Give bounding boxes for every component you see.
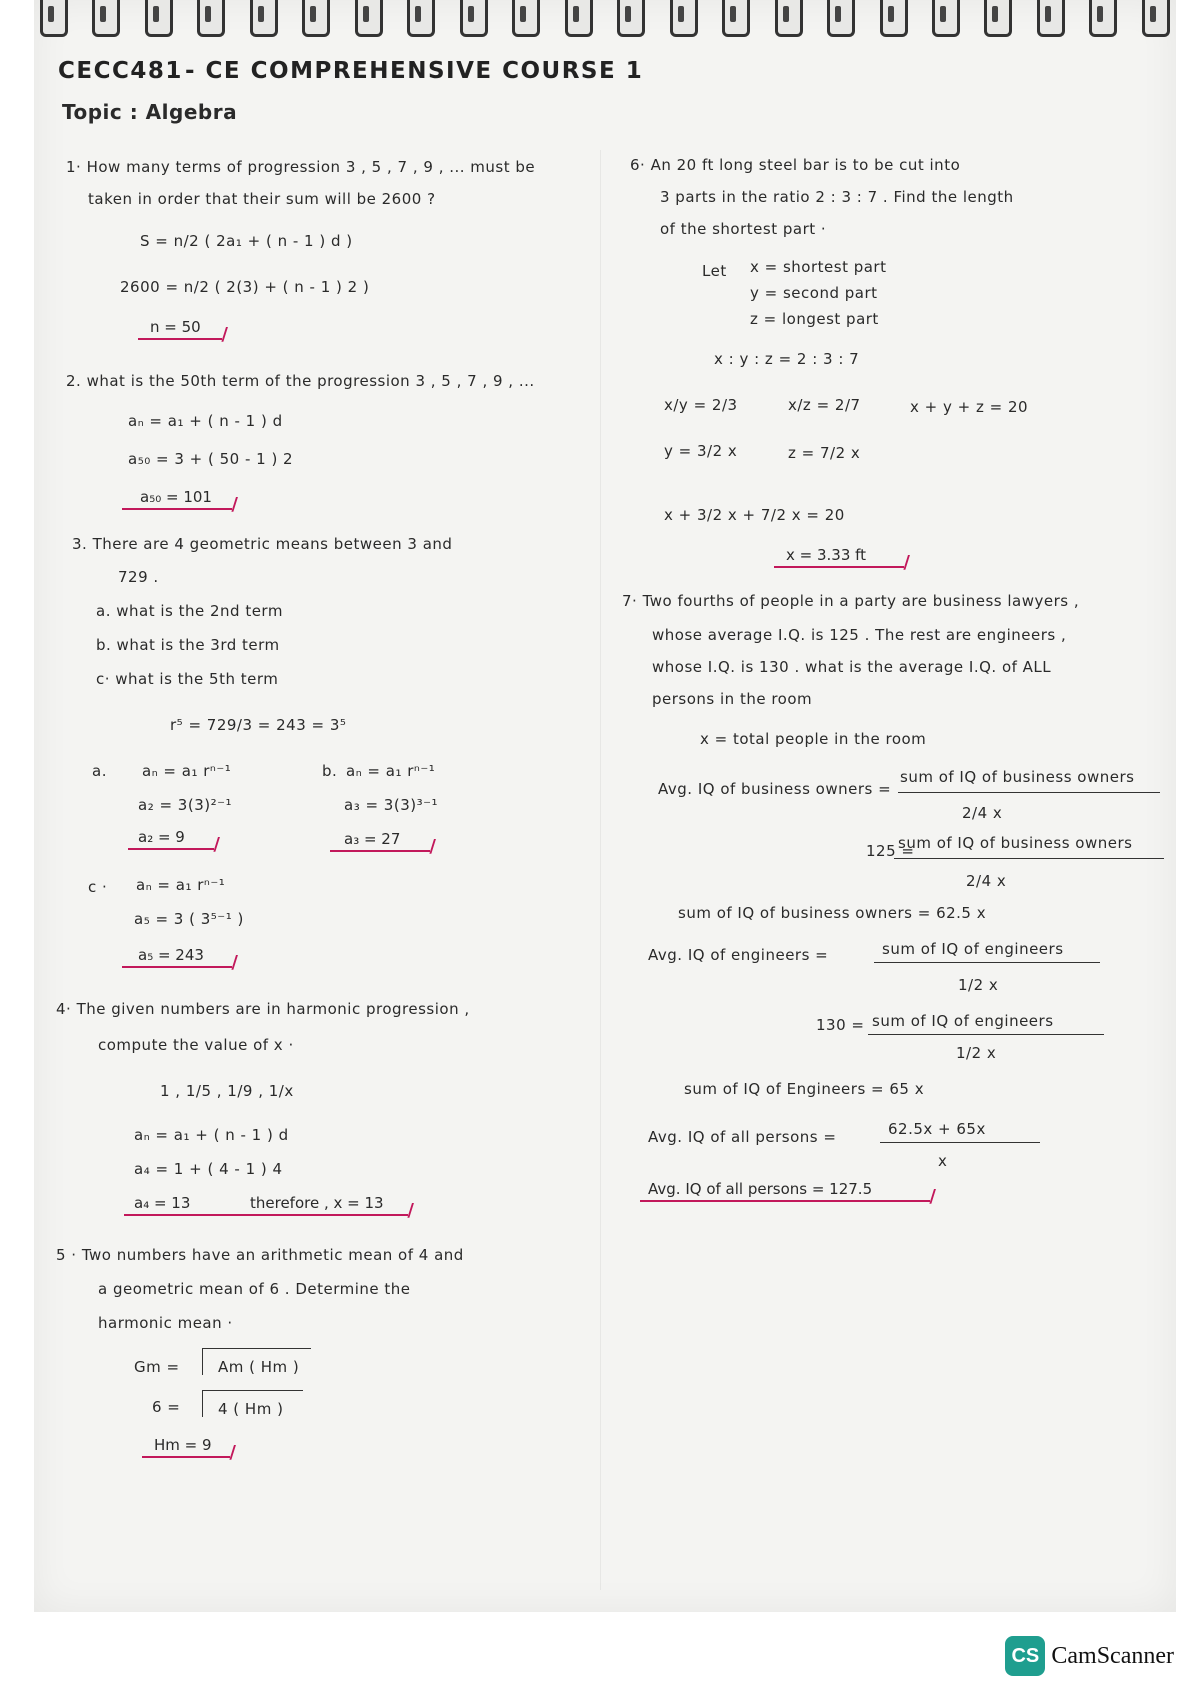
q3-a-underline [128,848,214,850]
q3-ratio: r⁵ = 729/3 = 243 = 3⁵ [170,716,347,734]
q3-c-underline [122,966,232,968]
q1-formula2: 2600 = n/2 ( 2(3) + ( n - 1 ) 2 ) [120,278,370,296]
q7-e7-lhs: Avg. IQ of all persons = [648,1128,837,1146]
spiral-binding [40,0,1170,40]
q3-b-formula2: a₃ = 3(3)³⁻¹ [344,796,439,814]
q7-e1-denominator: 2/4 x [962,804,1003,822]
spiral-ring [1037,0,1065,37]
q4-line1: 4· The given numbers are in harmonic progression , [56,1000,470,1018]
spiral-ring [722,0,750,37]
q4-line2: compute the value of x · [98,1036,294,1054]
spiral-ring [565,0,593,37]
q1-formula1: S = n/2 ( 2a₁ + ( n - 1 ) d ) [140,232,353,250]
q2-answer: a₅₀ = 101 [140,488,212,506]
q4-formula2: a₄ = 1 + ( 4 - 1 ) 4 [134,1160,283,1178]
q3-line2: 729 . [118,568,159,586]
q3-a-formula2: a₂ = 3(3)²⁻¹ [138,796,233,814]
q6-r3: x + y + z = 20 [910,398,1029,416]
q3-part-b: b. what is the 3rd term [96,636,280,654]
spiral-ring [617,0,645,37]
q7-line2: whose average I.Q. is 125 . The rest are engineers , [652,626,1067,644]
q6-let3: z = longest part [750,310,879,328]
column-divider [600,150,601,1590]
q7-e7-fraction-bar [880,1142,1040,1143]
spiral-ring [984,0,1012,37]
q7-e4-numerator: sum of IQ of engineers [882,940,1064,958]
q3-b-underline [330,850,430,852]
q7-e5-fraction-bar [868,1034,1104,1035]
q6-let1: x = shortest part [750,258,887,276]
q1-answer-underline [138,338,222,340]
q2-answer-underline [122,508,232,510]
spiral-ring [355,0,383,37]
spiral-ring [92,0,120,37]
q4-underline [124,1214,408,1216]
q7-line4: persons in the room [652,690,813,708]
q3-b-label: b. [322,762,338,780]
spiral-ring [670,0,698,37]
q3-c-label: c · [88,878,108,896]
q7-definition: x = total people in the room [700,730,927,748]
spiral-ring [827,0,855,37]
spiral-ring [1089,0,1117,37]
q6-underline [774,566,904,568]
q1-answer: n = 50 [150,318,201,336]
q6-r5: z = 7/2 x [788,444,861,462]
q7-e1-fraction-bar [898,792,1160,793]
q6-line2: 3 parts in the ratio 2 : 3 : 7 . Find the length [660,188,1014,206]
q7-e6: sum of IQ of Engineers = 65 x [684,1080,925,1098]
q4-answer: a₄ = 13 [134,1194,191,1212]
spiral-ring [145,0,173,37]
spiral-ring [512,0,540,37]
q7-answer: Avg. IQ of all persons = 127.5 [648,1180,873,1198]
q7-e1-numerator: sum of IQ of business owners [900,768,1135,786]
q2-formula1: aₙ = a₁ + ( n - 1 ) d [128,412,283,430]
q7-e7-denominator: x [938,1152,948,1170]
q7-e4-lhs: Avg. IQ of engineers = [648,946,829,964]
q4-sequence: 1 , 1/5 , 1/9 , 1/x [160,1082,294,1100]
course-title: - CE COMPREHENSIVE COURSE 1 [185,58,644,84]
q6-r2: x/z = 2/7 [788,396,861,414]
q7-e4-denominator: 1/2 x [958,976,999,994]
q7-line3: whose I.Q. is 130 . what is the average I.Q. of ALL [652,658,1052,676]
q6-let2: y = second part [750,284,878,302]
q7-e2-denominator: 2/4 x [966,872,1007,890]
q5-line1: 5 · Two numbers have an arithmetic mean of 4 and [56,1246,464,1264]
q5-formula1-radicand: Am ( Hm ) [218,1358,300,1376]
q3-line1: 3. There are 4 geometric means between 3 and [72,535,453,553]
q2-formula2: a₅₀ = 3 + ( 50 - 1 ) 2 [128,450,294,468]
q6-sum: x + 3/2 x + 7/2 x = 20 [664,506,845,524]
camscanner-logo-icon: CS [1005,1636,1045,1676]
q7-line1: 7· Two fourths of people in a party are business lawyers , [622,592,1080,610]
q6-let: Let [702,262,727,280]
q4-formula1: aₙ = a₁ + ( n - 1 ) d [134,1126,289,1144]
q7-e2-numerator: sum of IQ of business owners [898,834,1133,852]
q5-formula2-radicand: 4 ( Hm ) [218,1400,284,1418]
camscanner-watermark [1005,1636,1174,1676]
spiral-ring [775,0,803,37]
q4-therefore: therefore , x = 13 [250,1194,384,1212]
q3-part-a: a. what is the 2nd term [96,602,283,620]
q6-ratio: x : y : z = 2 : 3 : 7 [714,350,860,368]
q7-e5-denominator: 1/2 x [956,1044,997,1062]
q3-a-formula1: aₙ = a₁ rⁿ⁻¹ [142,762,232,780]
spiral-ring [1142,0,1170,37]
q2-line1: 2. what is the 50th term of the progression 3 , 5 , 7 , 9 , ... [66,372,535,390]
spiral-ring [932,0,960,37]
q7-e2-lhs: 125 = [866,842,915,860]
q5-formula2-lhs: 6 = [152,1398,181,1416]
q6-line1: 6· An 20 ft long steel bar is to be cut into [630,156,961,174]
camscanner-brand: CamScanner [1051,1642,1174,1669]
q5-formula1-lhs: Gm = [134,1358,180,1376]
q3-c-formula1: aₙ = a₁ rⁿ⁻¹ [136,876,226,894]
q6-line3: of the shortest part · [660,220,827,238]
q5-line3: harmonic mean · [98,1314,233,1332]
q5-underline [142,1456,230,1458]
q3-c-answer: a₅ = 243 [138,946,204,964]
q5-line2: a geometric mean of 6 . Determine the [98,1280,411,1298]
q6-r1: x/y = 2/3 [664,396,738,414]
q6-answer: x = 3.33 ft [786,546,867,564]
spiral-ring [197,0,225,37]
q7-e4-fraction-bar [874,962,1100,963]
q7-e7-numerator: 62.5x + 65x [888,1120,986,1138]
q3-b-answer: a₃ = 27 [344,830,401,848]
q7-e1-lhs: Avg. IQ of business owners = [658,780,892,798]
course-code: CECC481 [58,58,183,84]
spiral-ring [460,0,488,37]
spiral-ring [407,0,435,37]
q3-c-formula2: a₅ = 3 ( 3⁵⁻¹ ) [134,910,244,928]
q7-e2-fraction-bar [894,858,1164,859]
q3-a-label: a. [92,762,107,780]
q1-line1: 1· How many terms of progression 3 , 5 , 7 , 9 , ... must be [66,158,536,176]
q3-a-answer: a₂ = 9 [138,828,185,846]
q7-e5-lhs: 130 = [816,1016,865,1034]
q7-e3: sum of IQ of business owners = 62.5 x [678,904,987,922]
q3-b-formula1: aₙ = a₁ rⁿ⁻¹ [346,762,436,780]
q6-r4: y = 3/2 x [664,442,738,460]
q7-e5-numerator: sum of IQ of engineers [872,1012,1054,1030]
topic-heading: Topic : Algebra [62,100,238,124]
q5-answer: Hm = 9 [154,1436,212,1454]
spiral-ring [40,0,68,37]
spiral-ring [880,0,908,37]
q7-underline [640,1200,930,1202]
spiral-ring [302,0,330,37]
q3-part-c: c· what is the 5th term [96,670,279,688]
q1-line2: taken in order that their sum will be 2600 ? [88,190,436,208]
spiral-ring [250,0,278,37]
